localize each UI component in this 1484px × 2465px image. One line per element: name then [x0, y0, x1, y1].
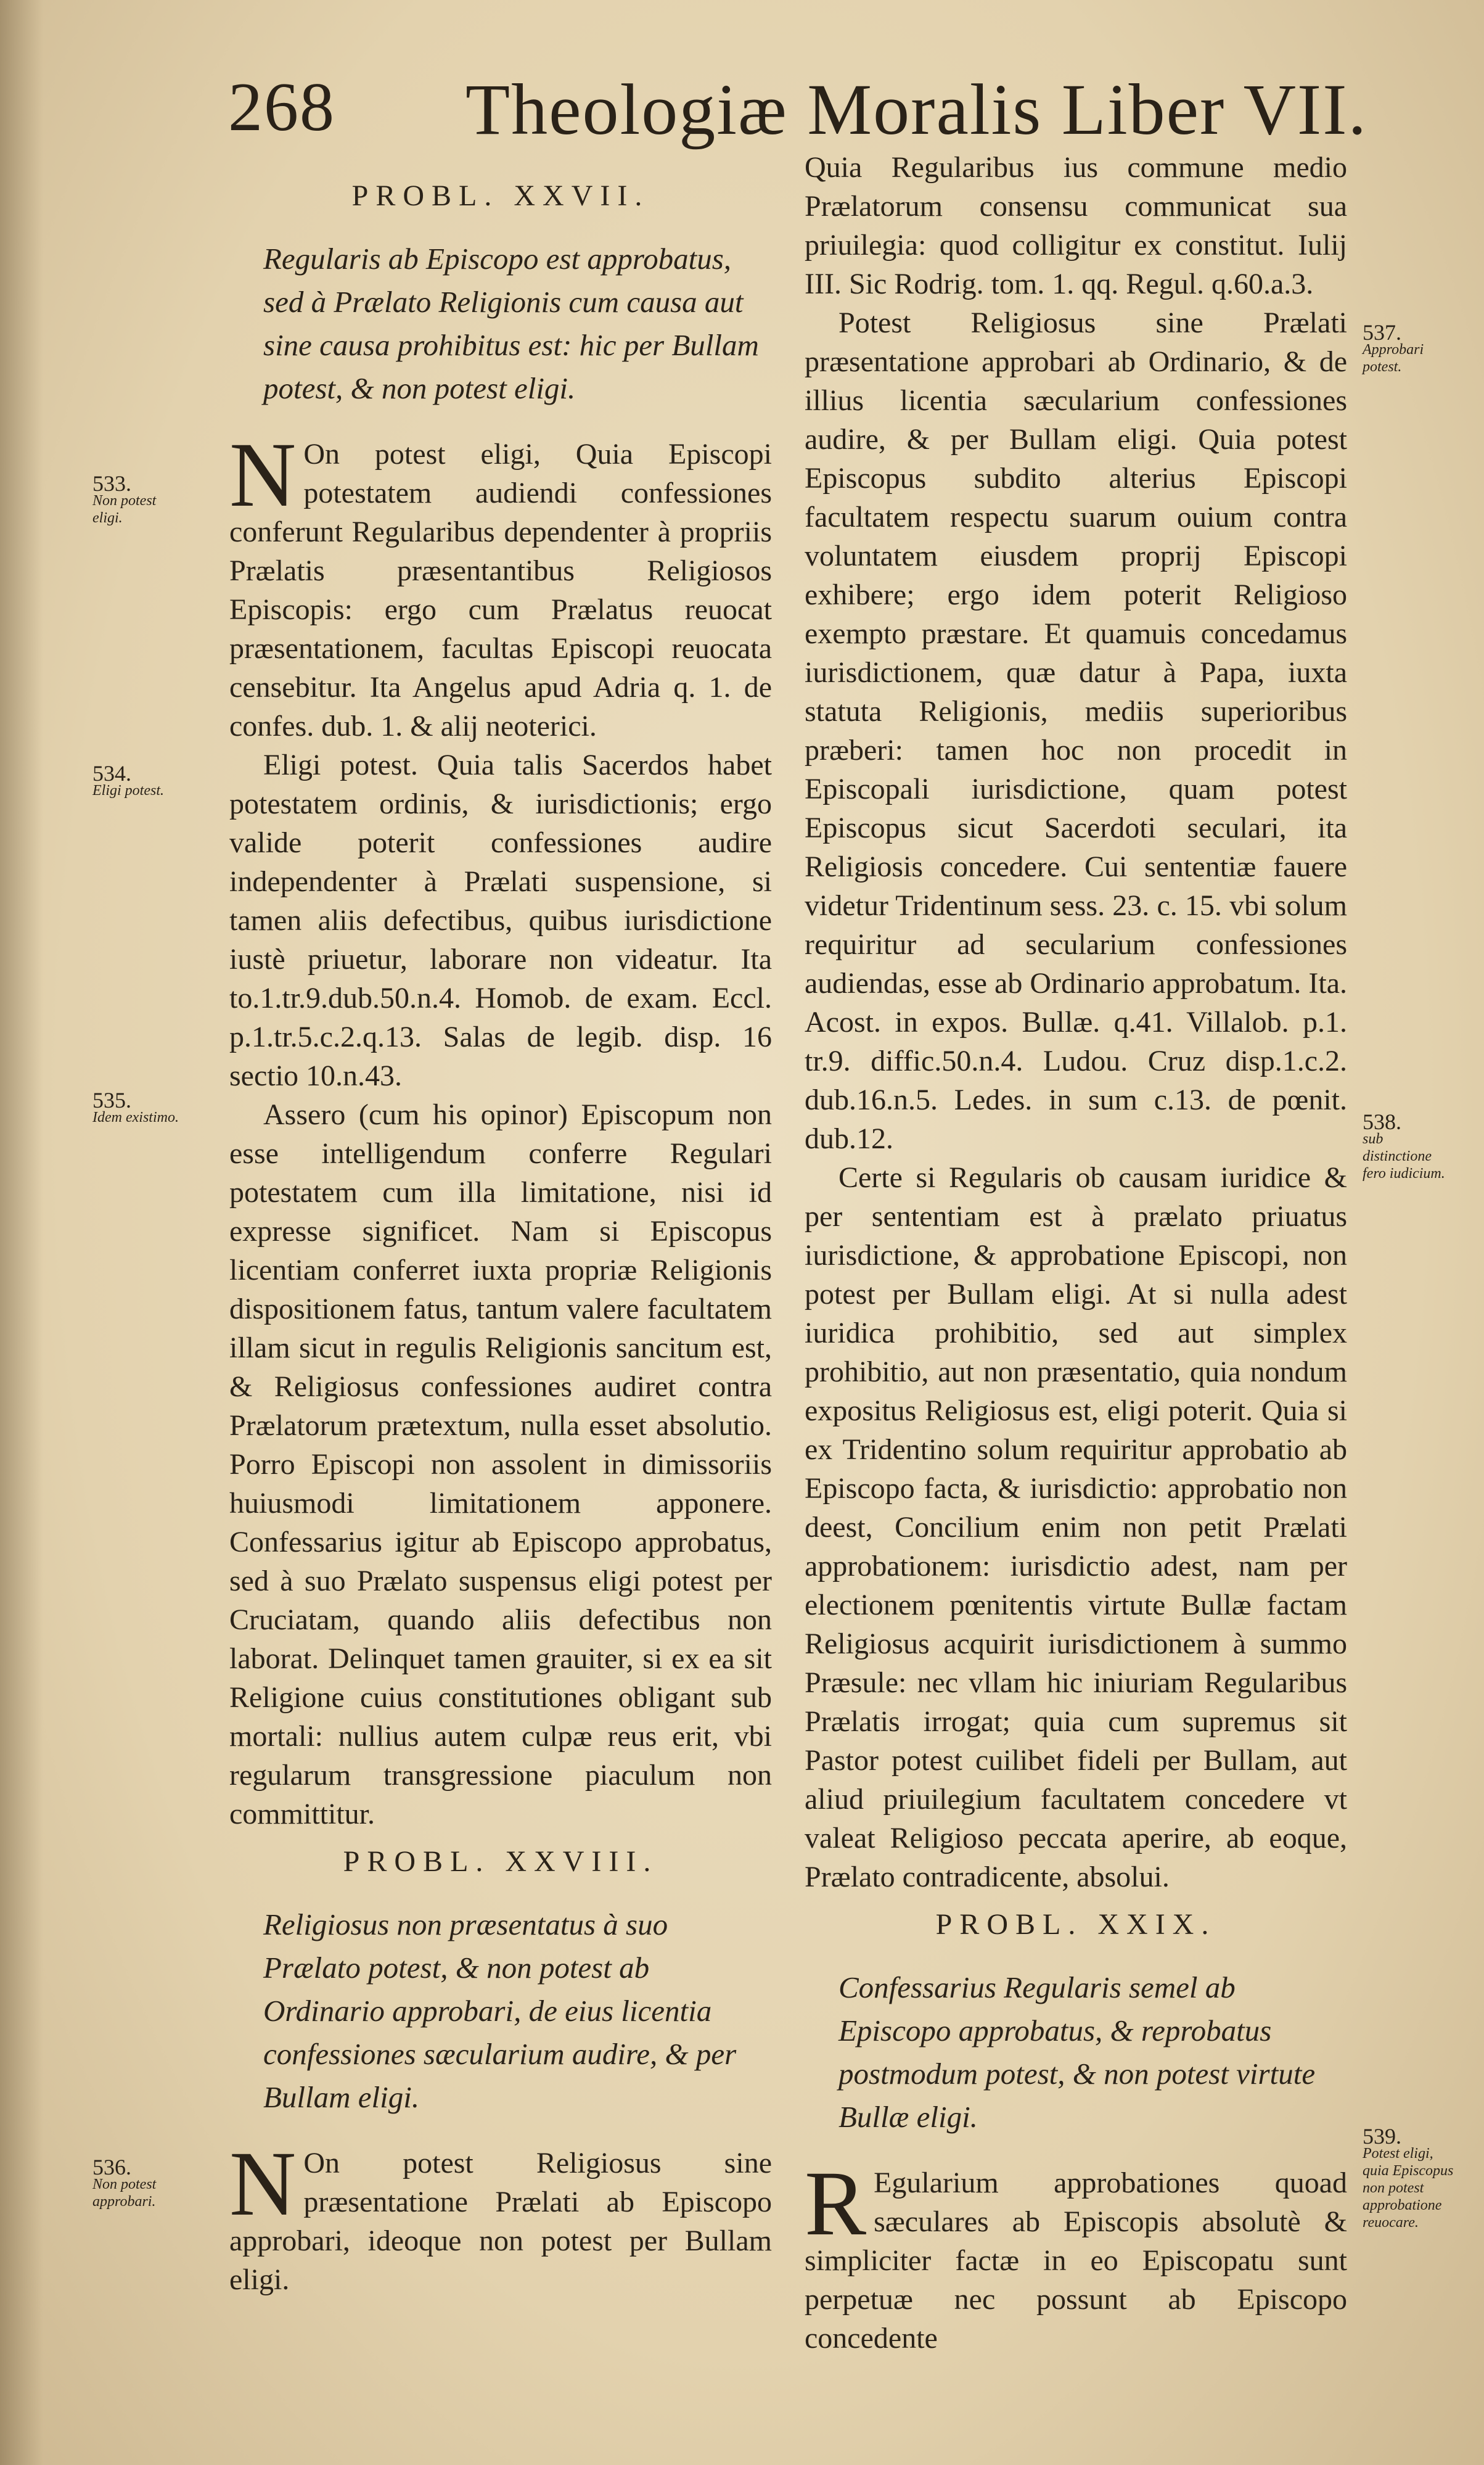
margin-note-535 — [92, 1088, 185, 1126]
probl-27-heading: Regularis ab Episcopo est approbatus, sed à Prælato Religionis cum causa aut sine causa prohibitus est: hic per Bullam potest, & non potest eligi. — [263, 242, 759, 405]
margin-note-539-text: Potest eligi, quia Episcopus non potest approbatione reuocare. — [1363, 2146, 1454, 2231]
right-column — [805, 148, 1347, 2358]
probl-29-label: PROBL. XXIX. — [935, 1908, 1216, 1941]
margin-note-539 — [1363, 2124, 1455, 2231]
margin-note-538 — [1363, 1109, 1455, 1182]
margin-note-533 — [92, 471, 185, 527]
margin-note-534-text: Eligi potest. — [92, 783, 164, 799]
paragraph-539 — [805, 2152, 1347, 2358]
dropcap-n: N — [229, 424, 297, 526]
margin-note-534-num: 534. — [92, 761, 131, 786]
paragraph-533 — [229, 424, 772, 746]
paragraph-continued: Quia Regularibus ius commune medio Prælatorum consensu communicat sua priuilegia: quod colligitur ex constitut. Iulij III. Sic Rodrig. tom. 1. qq. Regul. q.60.a.3. — [805, 151, 1347, 300]
margin-note-535-text: Idem existimo. — [92, 1109, 179, 1126]
margin-note-537-text: Approbari potest. — [1363, 342, 1424, 375]
margin-note-537 — [1363, 320, 1455, 376]
paragraph-535: Assero (cum his opinor) Episcopum non esse intelligendum conferre Regulari potestatem cum illa limitatione, nisi id expresse significet. Nam si Episcopus licentiam conferret iuxta propriæ Religionis dispositionem fatus, tantum valere facultatem illam sicut in regulis Religionis sancitum est, & Religiosus confessiones audiret contra Prælatorum prætextum, nulla esset absolutio. Porro Episcopi non assolent in dimissoriis huiusmodi limitationem apponere. Confessarius igitur ab Episcopo approbatus, sed à suo Prælato suspensus eligi potest per Cruciatam, quando aliis defectibus non laborat. Delinquet tamen grauiter, si ex ea sit Religione cuius constitutiones obligant sub mortali: nullius autem culpæ reus erit, vbi regularum transgressione piaculum non committitur. — [229, 1098, 772, 1830]
margin-note-535-num: 535. — [92, 1088, 131, 1113]
probl-29-heading: Confessarius Regularis semel ab Episcopo approbatus, & reprobatus postmodum potest, & non potest virtute Bullæ eligi. — [838, 1970, 1316, 2134]
margin-note-538-num: 538. — [1363, 1109, 1401, 1134]
paragraph-536 — [229, 2133, 772, 2299]
probl-27-label: PROBL. XXVII. — [351, 179, 650, 212]
dropcap-n-2: N — [229, 2133, 297, 2235]
paragraph-537: Potest Religiosus sine Prælati præsentatione approbari ab Ordinario, & de illius licentia sæcularium confessiones audire, & per Bullam eligi. Quia potest Episcopus subdito alterius Episcopi facultatem respectu suarum ouium contra voluntatem eiusdem proprij Episcopi exhibere; ergo idem poterit Religioso exempto præstare. Et quamuis concedamus iurisdictionem, quæ datur à Papa, iuxta statuta Religionis, mediis superioribus præberi: tamen hoc non procedit in Episcopali iurisdictione, quam potest Episcopus sicut Sacerdoti seculari, ita Religiosis concedere. Cui sententiæ fauere videtur Tridentinum sess. 23. c. 15. vbi solum requiritur ad secularium confessiones audiendas, esse ab Ordinario approbatum. Ita. Acost. in expos. Bullæ. q.41. Villalob. p.1. tr.9. diffic.50.n.4. Ludou. Cruz disp.1.c.2. dub.16.n.5. Ledes. in sum c.13. de pœnit. dub.12. — [805, 307, 1347, 1155]
paragraph-539-text: Egularium approbationes quoad sæculares ab Episcopis absolutè & simpliciter factæ in eo Episcopatu sunt perpetuæ nec possunt ab Episcopo concedente — [805, 2167, 1347, 2355]
margin-note-534 — [92, 761, 185, 799]
margin-note-537-num: 537. — [1363, 320, 1401, 345]
margin-note-539-num: 539. — [1363, 2124, 1401, 2149]
paragraph-534: Eligi potest. Quia talis Sacerdos habet potestatem ordinis, & iurisdictionis; ergo valide poterit confessiones audire independenter à Prælati suspensione, si tamen aliis defectibus, quibus iurisdictione iustè priuetur, laborare non videatur. Ita to.1.tr.9.dub.50.n.4. Homob. de exam. Eccl. p.1.tr.5.c.2.q.13. Salas de legib. disp. 16 sectio 10.n.43. — [229, 749, 772, 1092]
paragraph-536-text: On potest Religiosus sine præsentatione Prælati ab Episcopo approbari, ideoque non potest per Bullam eligi. — [229, 2147, 772, 2296]
running-title: Theologiæ Moralis Liber VII. — [465, 69, 1368, 150]
left-column — [229, 179, 772, 2299]
probl-28-heading: Religiosus non præsentatus à suo Prælato potest, & non potest ab Ordinario approbari, de eius licentia confessiones sæcularium audire, & per Bullam eligi. — [263, 1907, 737, 2114]
paragraph-538: Certe si Regularis ob causam iuridice & per sententiam est à prælato priuatus iurisdictione, & approbatione Episcopi, non potest per Bullam eligi. At si nulla adest iuridica prohibitio, sed aut simplex prohibitio, aut non præsentatio, quia nondum expositus Religiosus est, eligi poterit. Quia si ex Tridentino solum requiritur approbatio ab Episcopo facta, & iurisdictio: approbatio non deest, Concilium enim non petit Prælati approbationem: iurisdictio adest, nam per electionem pœnitentis virtute Bullæ factam Religiosus acquirit iurisdictionem à summo Præsule: nec vllam hic iniuriam Regularibus Prælatis irrogat; quia cum supremus sit Pastor potest cuilibet fideli per Bullam, aut aliud priuilegium facultatem concedere vt valeat Religioso peccata aperire, ab eoque, Prælato contradicente, absolui. — [805, 1161, 1347, 1893]
binding-shadow — [0, 0, 43, 2465]
margin-note-536 — [92, 2155, 185, 2210]
margin-note-533-text: Non potest eligi. — [92, 493, 157, 526]
margin-note-536-num: 536. — [92, 2155, 131, 2179]
margin-note-536-text: Non potest approbari. — [92, 2176, 157, 2210]
page-number: 268 — [228, 69, 335, 146]
paragraph-533-text: On potest eligi, Quia Episcopi potestatem audiendi confessiones conferunt Regularibus dependenter à propriis Prælatis præsentantibus Religiosos Episcopis: ergo cum Prælatus reuocat præsentationem, facultas Episcopi reuocata censebitur. Ita Angelus apud Adria q. 1. de confes. dub. 1. & alij neoterici. — [229, 438, 772, 743]
margin-note-533-num: 533. — [92, 471, 131, 496]
margin-note-538-text: sub distinctione fero iudicium. — [1363, 1131, 1445, 1182]
page-header — [228, 68, 1368, 150]
probl-28-label: PROBL. XXVIII. — [343, 1845, 658, 1878]
dropcap-r: R — [805, 2152, 867, 2255]
